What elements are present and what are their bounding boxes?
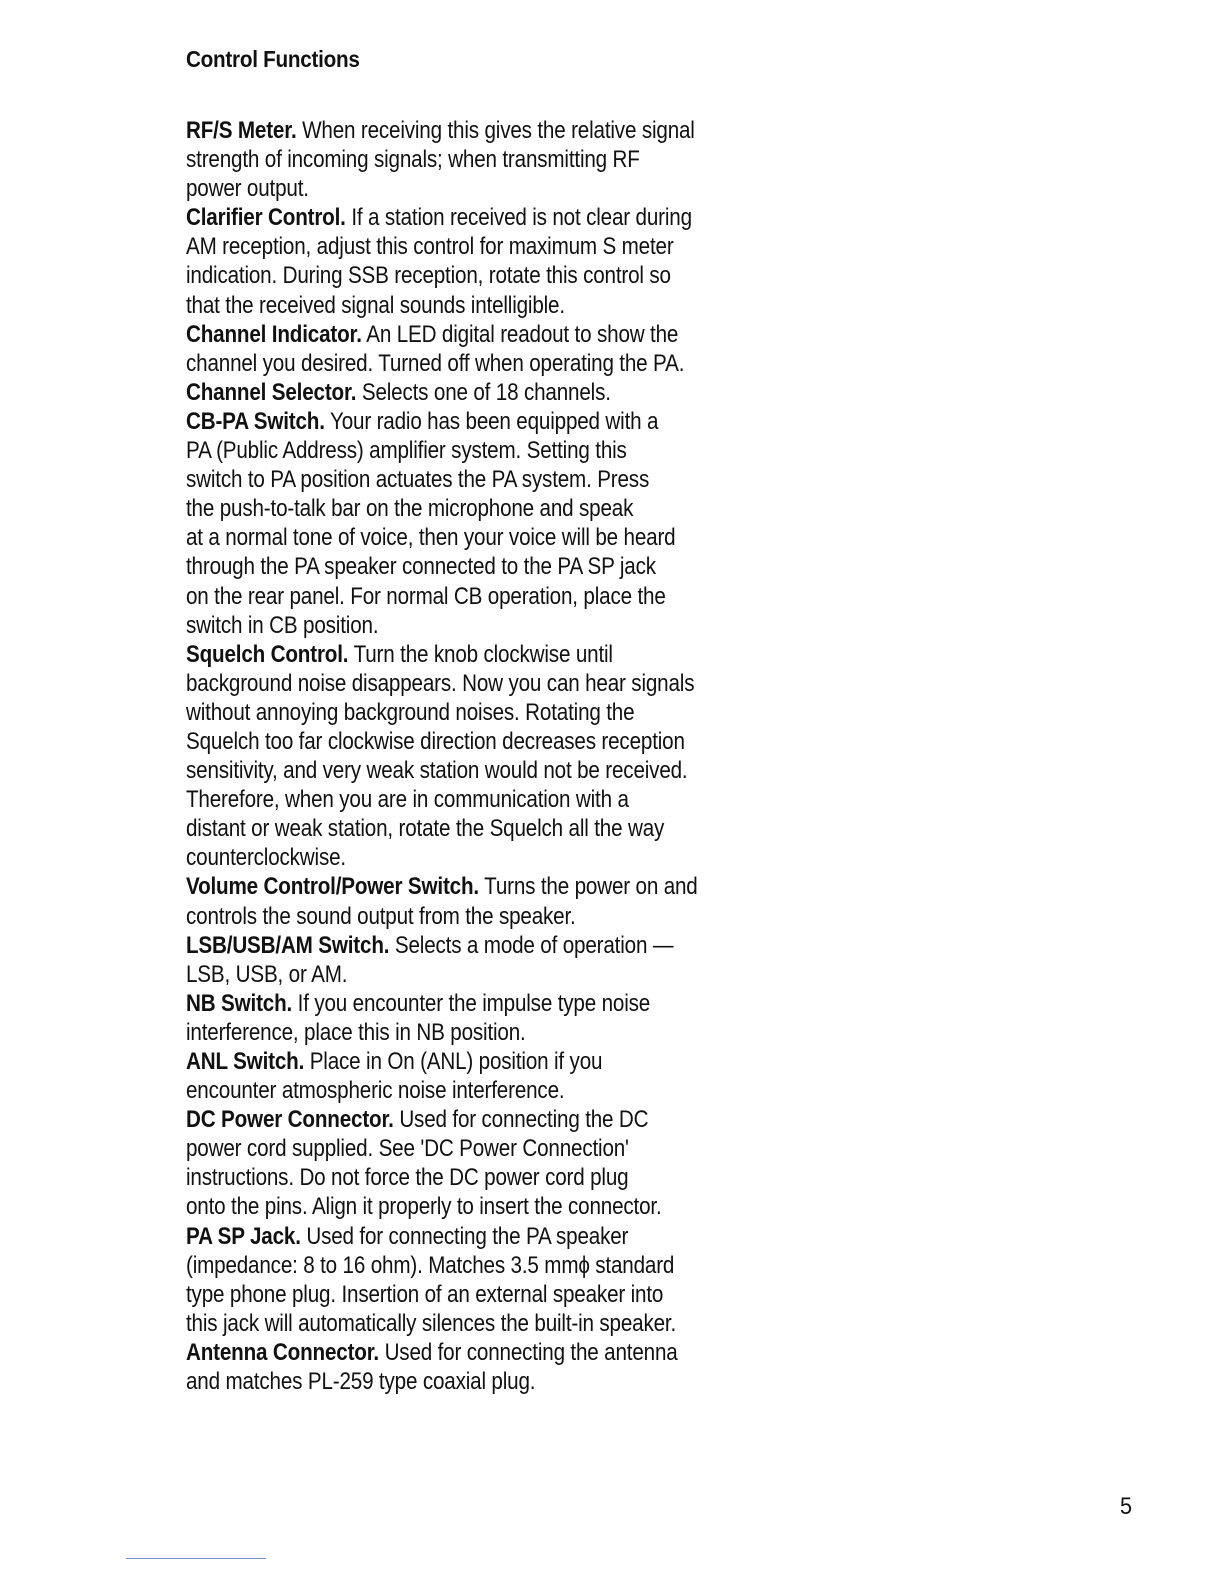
entry-line: [186, 1338, 771, 1367]
entry-line: interference, place this in NB position.: [186, 1018, 526, 1046]
entry-line: [186, 1105, 771, 1134]
entry-line: (impedance: 8 to 16 ohm). Matches 3.5 mmϕ standard: [186, 1251, 675, 1279]
entry-line: [186, 407, 771, 436]
control-functions-list: [186, 116, 866, 1396]
entry-term: Channel Indicator.: [186, 320, 362, 348]
page-number: 5: [1120, 1493, 1133, 1520]
entry-line: background noise disappears. Now you can hear signals: [186, 669, 695, 697]
entry-line: [186, 931, 771, 960]
entry-line: onto the pins. Align it properly to insert the connector.: [186, 1193, 662, 1221]
entry-text: An LED digital readout to show the: [366, 320, 679, 348]
entry-lsb-usb-am-switch: [186, 931, 866, 989]
entry-line: through the PA speaker connected to the PA SP jack: [186, 553, 656, 581]
entry-squelch-control: [186, 640, 866, 873]
entry-line: channel you desired. Turned off when operating the PA.: [186, 349, 685, 377]
entry-line: switch in CB position.: [186, 611, 379, 639]
entry-line: the push-to-talk bar on the microphone and speak: [186, 495, 634, 523]
entry-line: [186, 378, 771, 407]
entry-channel-indicator: [186, 320, 866, 378]
entry-line: controls the sound output from the speaker.: [186, 902, 576, 930]
entry-line: [186, 1047, 771, 1076]
entry-line: switch to PA position actuates the PA system. Press: [186, 466, 650, 494]
entry-volume-control-power-switch: [186, 872, 866, 930]
entry-line: [186, 203, 771, 232]
entry-line: indication. During SSB reception, rotate this control so: [186, 262, 671, 290]
entry-term: LSB/USB/AM Switch.: [186, 931, 390, 959]
entry-term: Antenna Connector.: [186, 1338, 380, 1366]
entry-line: AM reception, adjust this control for maximum S meter: [186, 233, 674, 261]
entry-term: Clarifier Control.: [186, 204, 346, 232]
entry-term: Volume Control/Power Switch.: [186, 873, 479, 901]
entry-line: [186, 872, 771, 901]
entry-line: instructions. Do not force the DC power cord plug: [186, 1164, 629, 1192]
entry-text: Selects a mode of operation —: [394, 931, 674, 959]
entry-term: DC Power Connector.: [186, 1106, 394, 1134]
entry-line: on the rear panel. For normal CB operation, place the: [186, 582, 666, 610]
entry-line: that the received signal sounds intelligible.: [186, 291, 565, 319]
entry-clarifier-control: [186, 203, 866, 319]
entry-text: If you encounter the impulse type noise: [297, 989, 651, 1017]
entry-line: Therefore, when you are in communication with a: [186, 786, 629, 814]
entry-line: type phone plug. Insertion of an external speaker into: [186, 1280, 664, 1308]
entry-line: and matches PL-259 type coaxial plug.: [186, 1368, 536, 1396]
entry-channel-selector: [186, 378, 866, 407]
entry-text: Used for connecting the PA speaker: [306, 1222, 629, 1250]
entry-term: PA SP Jack.: [186, 1222, 301, 1250]
entry-line: encounter atmospheric noise interference.: [186, 1077, 565, 1105]
footer-rule: [126, 1558, 266, 1559]
entry-text: Used for connecting the antenna: [384, 1338, 678, 1366]
entry-line: PA (Public Address) amplifier system. Setting this: [186, 437, 627, 465]
entry-line: without annoying background noises. Rotating the: [186, 698, 635, 726]
entry-line: [186, 116, 771, 145]
entry-term: ANL Switch.: [186, 1048, 305, 1075]
entry-term: CB-PA Switch.: [186, 407, 325, 435]
entry-nb-switch: [186, 989, 866, 1047]
entry-line: distant or weak station, rotate the Squelch all the way: [186, 815, 665, 843]
entry-line: [186, 1222, 771, 1251]
entry-line: [186, 989, 771, 1018]
entry-text: Used for connecting the DC: [399, 1106, 649, 1134]
entry-cb-pa-switch: [186, 407, 866, 640]
entry-text: Place in On (ANL) position if you: [309, 1048, 603, 1075]
entry-line: LSB, USB, or AM.: [186, 960, 348, 988]
entry-line: [186, 320, 771, 349]
entry-line: power cord supplied. See 'DC Power Connection': [186, 1135, 629, 1163]
entry-pa-sp-jack: [186, 1222, 866, 1338]
entry-text: Selects one of 18 channels.: [361, 378, 611, 406]
page-heading: Control Functions: [186, 46, 360, 72]
entry-text: Turn the knob clockwise until: [353, 640, 613, 668]
entry-line: strength of incoming signals; when transmitting RF: [186, 146, 640, 174]
entry-line: at a normal tone of voice, then your voice will be heard: [186, 524, 676, 552]
entry-line: sensitivity, and very weak station would not be received.: [186, 757, 688, 785]
entry-text: If a station received is not clear during: [351, 204, 692, 232]
entry-text: Your radio has been equipped with a: [330, 407, 659, 435]
entry-term: RF/S Meter.: [186, 117, 297, 144]
entry-rfs-meter: [186, 116, 866, 203]
entry-dc-power-connector: [186, 1105, 866, 1221]
entry-line: [186, 640, 771, 669]
entry-term: NB Switch.: [186, 989, 293, 1017]
entry-term: Squelch Control.: [186, 640, 349, 668]
entry-text: Turns the power on and: [484, 873, 698, 901]
entry-line: power output.: [186, 175, 309, 203]
entry-antenna-connector: [186, 1338, 866, 1396]
entry-text: When receiving this gives the relative signal: [302, 117, 695, 144]
entry-anl-switch: [186, 1047, 866, 1105]
entry-line: counterclockwise.: [186, 844, 346, 872]
entry-line: this jack will automatically silences the built-in speaker.: [186, 1309, 677, 1337]
entry-term: Channel Selector.: [186, 378, 357, 406]
entry-line: Squelch too far clockwise direction decreases reception: [186, 727, 685, 755]
